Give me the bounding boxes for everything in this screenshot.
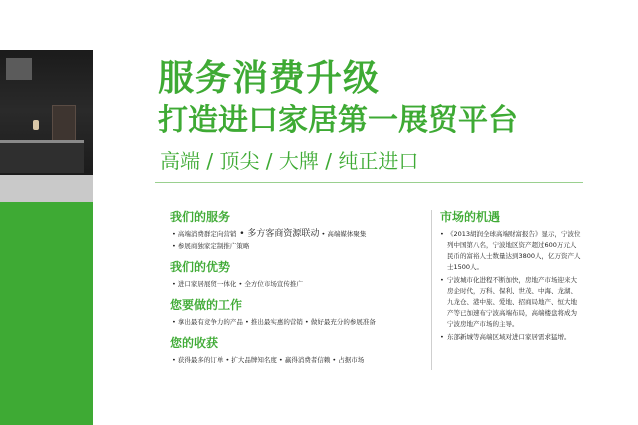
section-item-text: • 多方客商资源联动 [236,229,320,239]
bedroom-photo [0,50,93,202]
market-heading: 市场的机遇 [440,210,501,224]
column-divider [431,210,432,370]
photo-bed [0,140,84,173]
section-item-text: • 获得最多的订单 • 扩大品牌知名度 • 赢得消费者信赖 • 占据市场 [172,356,365,364]
section-line [172,316,432,328]
photo-window [6,58,32,80]
section-heading: 我们的优势 [170,260,231,274]
section-heading: 我们的服务 [170,210,231,224]
market-bullet [440,332,582,343]
photo-floor [0,175,93,202]
section-line [172,240,432,252]
section-items [172,278,432,290]
section-item-text: • 拿出最有竞争力的产品 • 推出最实惠的营销 • 做好最充分的参展准备 [172,318,376,326]
section-line [172,354,432,366]
services-column [170,208,432,372]
market-column [440,208,582,345]
section-line [172,228,432,240]
page-title: 服务消费升级 [158,58,381,99]
market-bullet-list [440,229,582,343]
section-items [172,316,432,328]
bullet-dot-icon: • [440,333,444,341]
section-item-text: • 高端媒体聚集 [319,230,367,238]
bullet-dot-icon: • [440,230,444,238]
market-bullet-text: 东部新城等高端区域对进口家居需求猛增。 [447,333,571,341]
section-heading: 您的收获 [170,336,219,350]
section-items [172,354,432,366]
section-item-text: • 高端消费群定向营销 [172,230,237,238]
bullet-dot-icon: • [440,276,444,284]
section-items [172,228,432,252]
section-item-text: • 进口家居展贸一体化 • 全方位市场宣传推广 [172,280,303,288]
header-divider [155,182,583,183]
market-bullet-text: 宁波城市化进程不断加快，房地产市场迎来大房企时代，万科、保利、世茂、中海、龙湖、九龙仓、港中旅、爱地、招商局地产、恒大地产等已加速布宁波高端布局，高端楼盘将成为宁波房地产市场的主导。 [447,276,577,328]
tagline: 高端 / 顶尖 / 大牌 / 纯正进口 [160,149,419,173]
section-heading: 您要做的工作 [170,298,243,312]
page-subtitle: 打造进口家居第一展贸平台 [158,103,518,138]
market-bullet [440,275,582,330]
photo-lamp [33,120,39,130]
section-item-text: • 参展商独家定制推广策略 [172,242,250,250]
market-bullet [440,229,582,273]
green-accent-bar [0,202,93,425]
market-bullet-text: 《2013胡润全球高端财富报告》显示，宁波位列中国第八名，宁波地区资产超过600万元人民币的富裕人士数量达到3800人，亿万资产人士1500人。 [447,230,581,271]
section-line [172,278,432,290]
